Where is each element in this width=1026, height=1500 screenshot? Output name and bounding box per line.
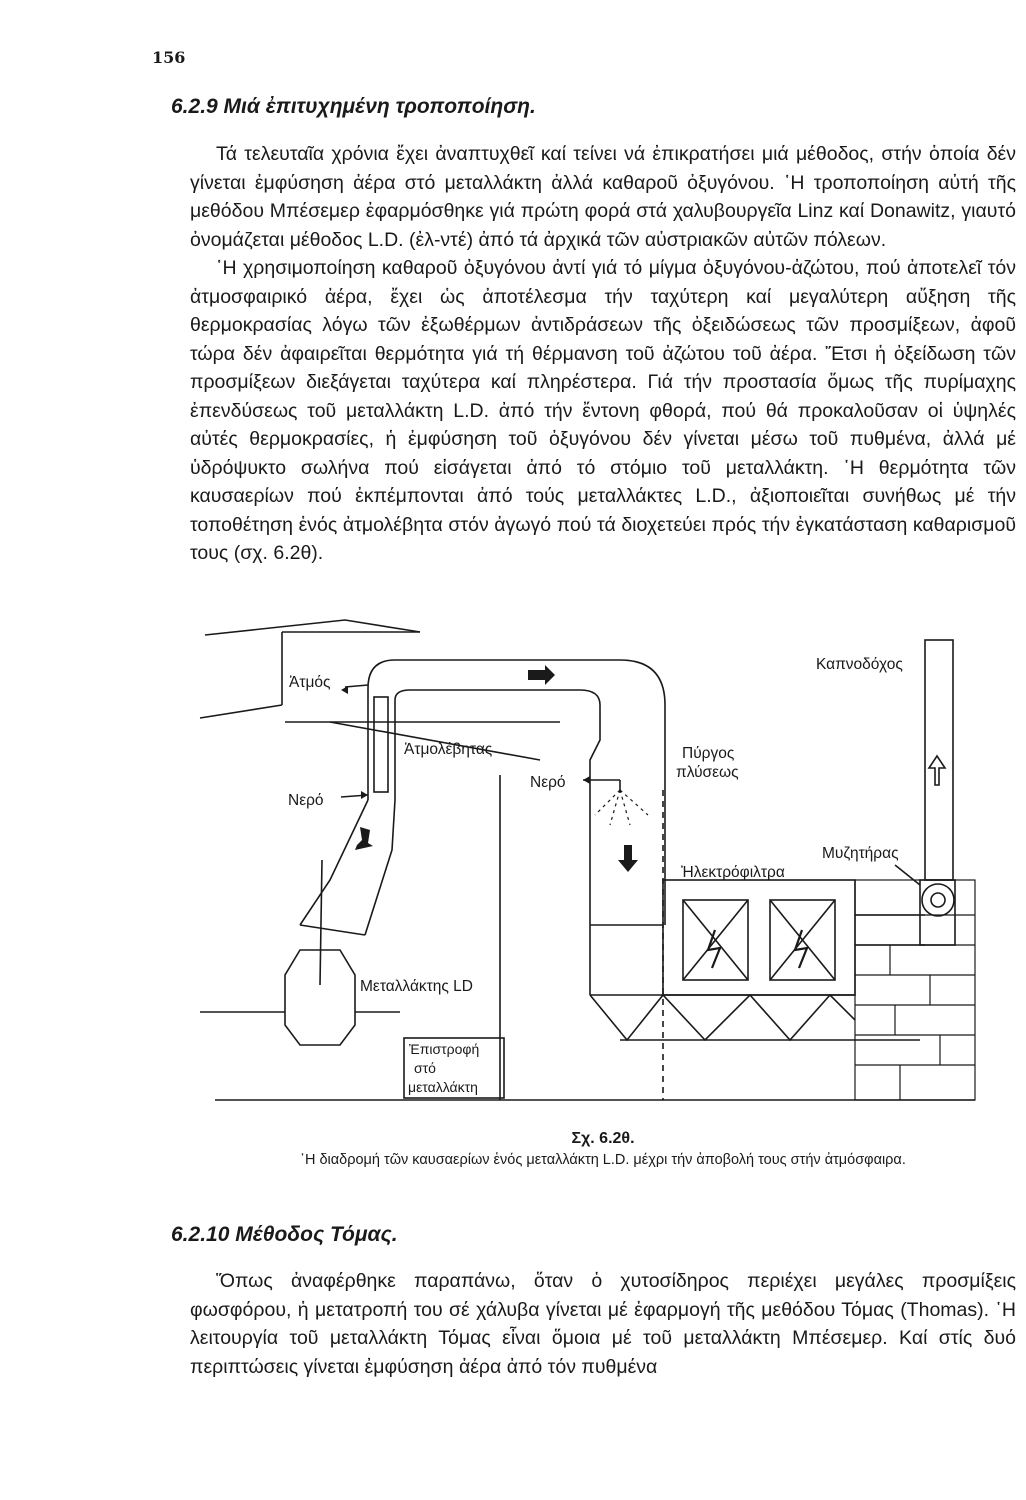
label-chimney: Καπνοδόχος xyxy=(816,656,903,673)
flow-arrow-down xyxy=(618,845,638,872)
section-body-6-2-10 xyxy=(190,1267,1016,1381)
paragraph-ld-method: Τά τελευταῖα χρόνια ἔχει ἀναπτυχθεῖ καί τείνει νά ἐπικρατήσει μιά μέθοδος, στήν ὁποία δέν γίνεται ἐμφύσηση ἀέρα στό μεταλλάκτη ἀλλά καθαροῦ ὀξυγόνου. ῾Η τροποποίηση αὐτή τῆς μεθόδου Μπέσεμερ ἐφαρμόσθηκε γιά πρώτη φορά στά χαλυβουργεῖα Linz καί Donawitz, γιαυτό ὀνομάζεται μέθοδος L.D. (ἐλ-ντέ) ἀπό τά ἀρχικά τῶν αὐστριακῶν αὐτῶν πόλεων. xyxy=(190,143,1016,251)
fan xyxy=(922,884,954,916)
converter-hood xyxy=(300,800,368,925)
label-return-2: στό xyxy=(414,1060,436,1076)
label-boiler: Ἀτμολέβητας xyxy=(404,741,493,758)
label-washing-tower-2: πλύσεως xyxy=(676,764,739,781)
label-return-1: Ἐπιστροφή xyxy=(409,1041,480,1057)
chimney-arrow-up xyxy=(929,756,945,785)
section-heading-6-2-9: 6.2.9 Μιά ἐπιτυχημένη τροποποίηση. xyxy=(171,95,536,118)
label-water-left: Νερό xyxy=(288,792,324,809)
flow-arrow-up xyxy=(355,827,373,850)
label-converter: Μεταλλάκτης LD xyxy=(360,978,473,995)
label-steam: Ἀτμός xyxy=(289,674,331,691)
figure-caption: ῾Η διαδρομή τῶν καυσαερίων ἑνός μεταλλάκτη L.D. μέχρι τήν ἀποβολή τους στήν ἀτμόσφαιρα. xyxy=(300,1152,906,1168)
oxygen-lance xyxy=(320,860,322,985)
chimney-base xyxy=(855,880,975,1100)
figure-number: Σχ. 6.2θ. xyxy=(571,1130,635,1147)
paragraph-oxygen-use: ῾Η χρησιμοποίηση καθαροῦ ὀξυγόνου ἀντί γιά τό μίγμα ὀξυγόνου-ἀζώτου, πού ἀποτελεῖ τόν ἀτμοσφαιρικό ἀέρα, ἔχει ὡς ἀποτέλεσμα τήν ταχύτερη καί μεγαλύτερη αὔξηση τῆς θερμοκρασίας λόγω τῶν ἐξωθέρμων ἀντιδράσεων τῆς ὀξειδώσεως τῶν προσμίξεων, ἀφοῦ τώρα δέν ἀφαιρεῖται θερμότητα γιά τή θέρμανση τοῦ ἀζώτου τοῦ ἀέρα. Ἔτσι ἡ ὀξείδωση τῶν προσμίξεων διεξάγεται ταχύτερα καί πληρέστερα. Γιά τήν προστασία ὅμως τῆς πυρίμαχης ἐπενδύσεως τοῦ μεταλλάκτη L.D. ἀπό τήν ἔντονη φθορά, πού θά προκαλοῦσαν οἱ ὑψηλές αὐτές θερμοκρασίες, ἡ ἐμφύσηση τοῦ ὀξυγόνου δέν γίνεται μέσω τοῦ πυθμένα, ἀλλά μέ ὑδρόψυκτο σωλήνα πού εἰσάγεται ἀπό τό στόμιο τοῦ μεταλλάκτη. ῾Η θερμότητα τῶν καυσαερίων πού ἐκπέμπονται ἀπό τούς μεταλλάκτες L.D., ἀξιοποιεῖται συνήθως μέ τήν τοποθέτηση ἑνός ἀτμολέβητα στόν ἀγωγό πού τά διοχετεύει πρός τήν ἐγκατάσταση καθαρισμοῦ τους (σχ. 6.2θ). xyxy=(190,257,1016,564)
label-fan: Μυζητήρας xyxy=(822,845,899,862)
label-water-right: Νερό xyxy=(530,774,566,791)
label-washing-tower-1: Πύργος xyxy=(682,745,735,762)
section-heading-6-2-10: 6.2.10 Μέθοδος Τόμας. xyxy=(171,1223,398,1246)
flow-arrow-right xyxy=(528,665,555,685)
dust-hoppers xyxy=(590,995,855,1040)
page-number: 156 xyxy=(152,48,186,67)
boiler-coil xyxy=(374,697,388,792)
label-return-3: μεταλλάκτη xyxy=(408,1079,478,1095)
electrofilter-housing xyxy=(663,880,855,995)
paragraph-thomas-method: Ὅπως ἀναφέρθηκε παραπάνω, ὅταν ὁ χυτοσίδηρος περιέχει μεγάλες προσμίξεις φωσφόρου, ἡ μετατροπή του σέ χάλυβα γίνεται μέ ἐφαρμογή τῆς μεθόδου Τόμας (Thomas). ῾Η λειτουργία τοῦ μεταλλάκτη Τόμας εἶναι ὅμοια μέ τοῦ μεταλλάκτη Μπέσεμερ. Καί στίς δυό περιπτώσεις γίνεται ἐμφύσηση ἀέρα ἀπό τόν πυθμένα xyxy=(190,1270,1016,1378)
label-electrofilters: Ἠλεκτρόφιλτρα xyxy=(681,864,785,881)
